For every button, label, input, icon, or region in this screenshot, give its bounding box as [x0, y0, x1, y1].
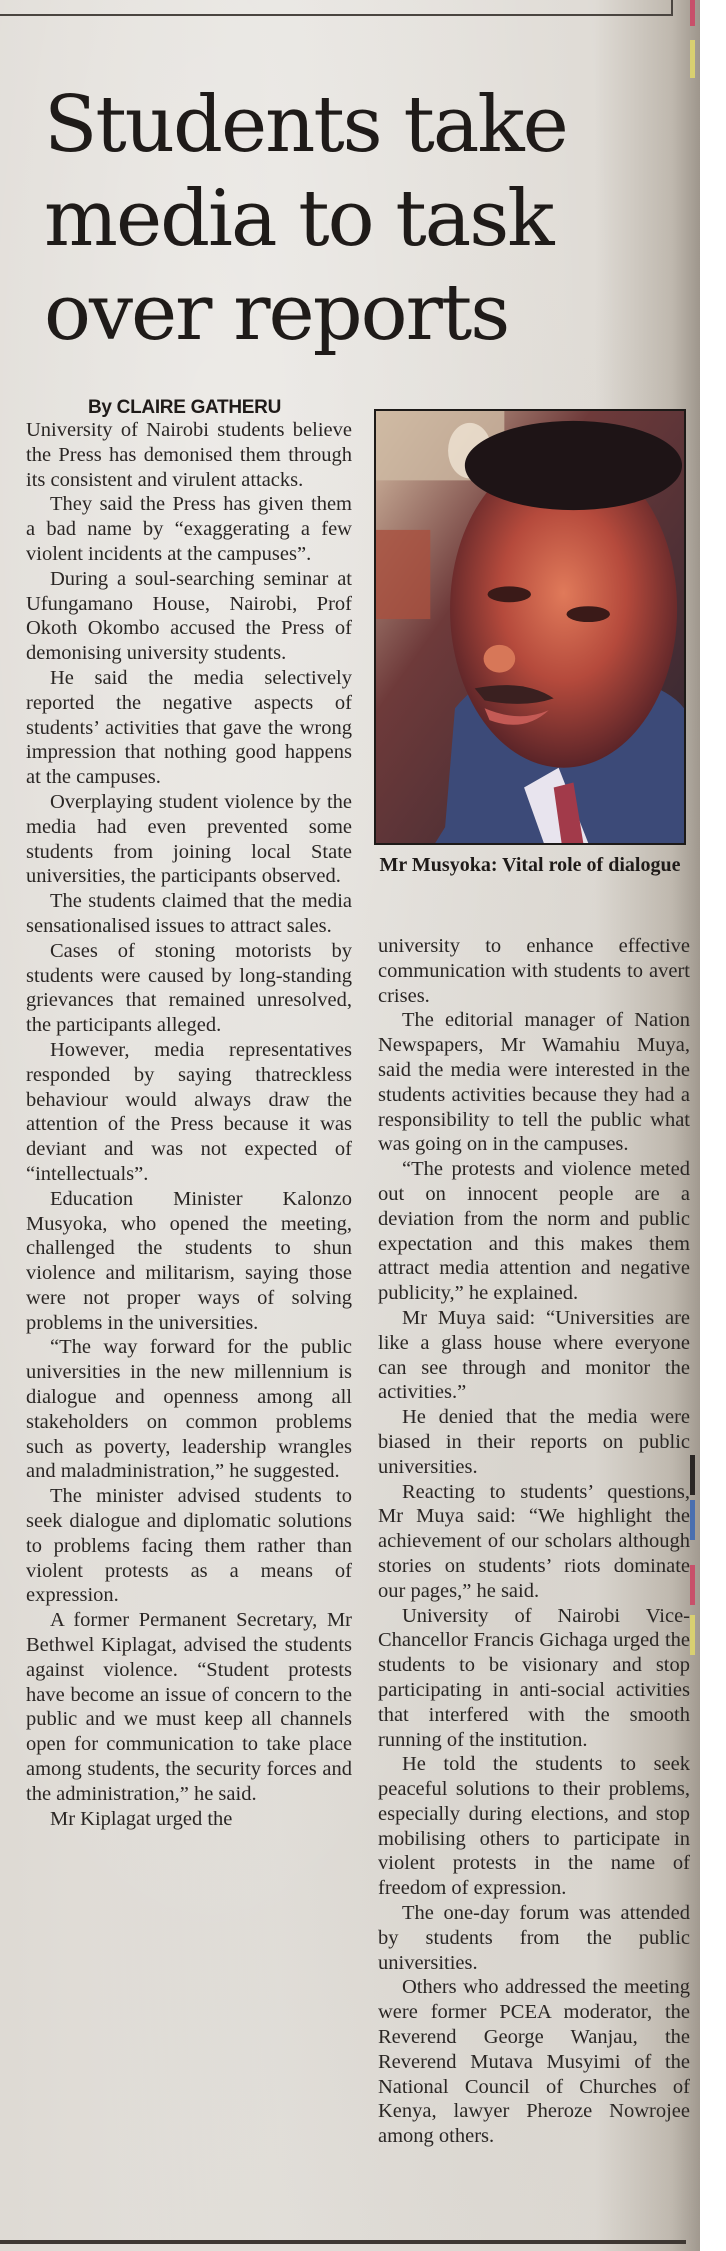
- paragraph: University of Nairobi students believe the Press has demonised them through its consistent and virulent attacks.: [26, 419, 352, 491]
- paragraph: During a soul-searching seminar at Ufungamano House, Nairobi, Prof Okoth Okombo accused the Press of demonising university students.: [26, 567, 352, 665]
- paragraph: “The way forward for the public universities in the new millennium is dialogue and openness among all stakeholders on common problems such as poverty, leadership wrangles and maladministration,” he suggested.: [26, 1336, 352, 1483]
- paragraph: A former Permanent Secretary, Mr Bethwel Kiplagat, advised the students against violence. “Student protests have become an issue of concern to the public and we must keep all channels open for communication to take place among students, the security forces and the administration,” he said.: [26, 1609, 352, 1805]
- paragraph: Mr Kiplagat urged the: [50, 1807, 233, 1830]
- article-headline: Students take media to task over reports: [44, 80, 567, 358]
- article-column-left: [26, 418, 352, 1831]
- paragraph: The students claimed that the media sensationalised issues to attract sales.: [26, 890, 352, 937]
- print-registration-marks: [690, 0, 700, 2251]
- paragraph: “The protests and violence meted out on innocent people are a deviation from the norm and public expectation and this makes them attract media attention and negative publicity,” he explained.: [378, 1158, 690, 1305]
- registration-mark-yellow-2: [690, 1615, 695, 1655]
- article-column-right: [378, 934, 690, 2149]
- portrait-photo: [374, 409, 686, 845]
- paragraph: The one-day forum was attended by students from the public universities.: [378, 1902, 690, 1974]
- paragraph: The editorial manager of Nation Newspapers, Mr Wamahiu Muya, said the media were interested in the students activities because they had a responsibility to tell the public what was going on in the campuses.: [378, 1009, 690, 1156]
- paragraph: Overplaying student violence by the media had even prevented some students from joining local State universities, the participants observed.: [26, 790, 352, 888]
- paragraph: Education Minister Kalonzo Musyoka, who opened the meeting, challenged the students to shun violence and militarism, saying those were not proper ways of solving problems in the universities.: [26, 1187, 352, 1334]
- paragraph: However, media representatives responded by saying thatreckless behaviour would always draw the attention of the Press because it was deviant and was not expected of “intellectuals”.: [26, 1038, 352, 1185]
- paragraph: He said the media selectively reported the negative aspects of students’ activities that gave the wrong impression that nothing good happens at the campuses.: [26, 666, 352, 789]
- paragraph: They said the Press has given them a bad name by “exaggerating a few violent incidents at the campuses”.: [26, 493, 352, 565]
- photo-caption: Mr Musyoka: Vital role of dialogue: [379, 854, 681, 876]
- registration-mark-black: [690, 1455, 695, 1495]
- top-divider-corner: [671, 0, 673, 16]
- paragraph: The minister advised students to seek dialogue and diplomatic solutions to problems facing them rather than violent protests as a means of expression.: [26, 1485, 352, 1607]
- article-byline: By CLAIRE GATHERU: [88, 397, 281, 418]
- registration-mark-red: [690, 0, 695, 26]
- registration-mark-yellow: [690, 40, 695, 78]
- paragraph: University of Nairobi Vice-Chancellor Francis Gichaga urged the students to be visionary and stop participating in anti-social activities that interfered with the smooth running of the institution.: [378, 1604, 690, 1751]
- paragraph: Mr Muya said: “Universities are like a glass house where everyone can see through and monitor the activities.”: [378, 1306, 690, 1404]
- registration-mark-magenta: [690, 1565, 695, 1605]
- paragraph: university to enhance effective communication with students to avert crises.: [378, 935, 690, 1007]
- paragraph: He denied that the media were biased in their reports on public universities.: [378, 1406, 690, 1478]
- portrait-photo-icon: [376, 411, 684, 843]
- paragraph: He told the students to seek peaceful solutions to their problems, especially during elections, and stop mobilising others to participate in violent protests in the name of freedom of expression.: [378, 1753, 690, 1900]
- paragraph: Reacting to students’ questions, Mr Muya said: “We highlight the achievement of our scholars although stories on students’ riots dominate our pages,” he said.: [378, 1480, 690, 1602]
- paragraph: Others who addressed the meeting were former PCEA moderator, the Reverend George Wanjau, the Reverend Mutava Musyimi of the National Council of Churches of Kenya, lawyer Pheroze Nowrojee among others.: [378, 1976, 690, 2148]
- top-divider-rule: [0, 14, 672, 16]
- bottom-divider-rule: [0, 2240, 686, 2244]
- paragraph: Cases of stoning motorists by students were caused by long-standing grievances that remained unresolved, the participants alleged.: [26, 939, 352, 1037]
- registration-mark-blue: [690, 1500, 695, 1540]
